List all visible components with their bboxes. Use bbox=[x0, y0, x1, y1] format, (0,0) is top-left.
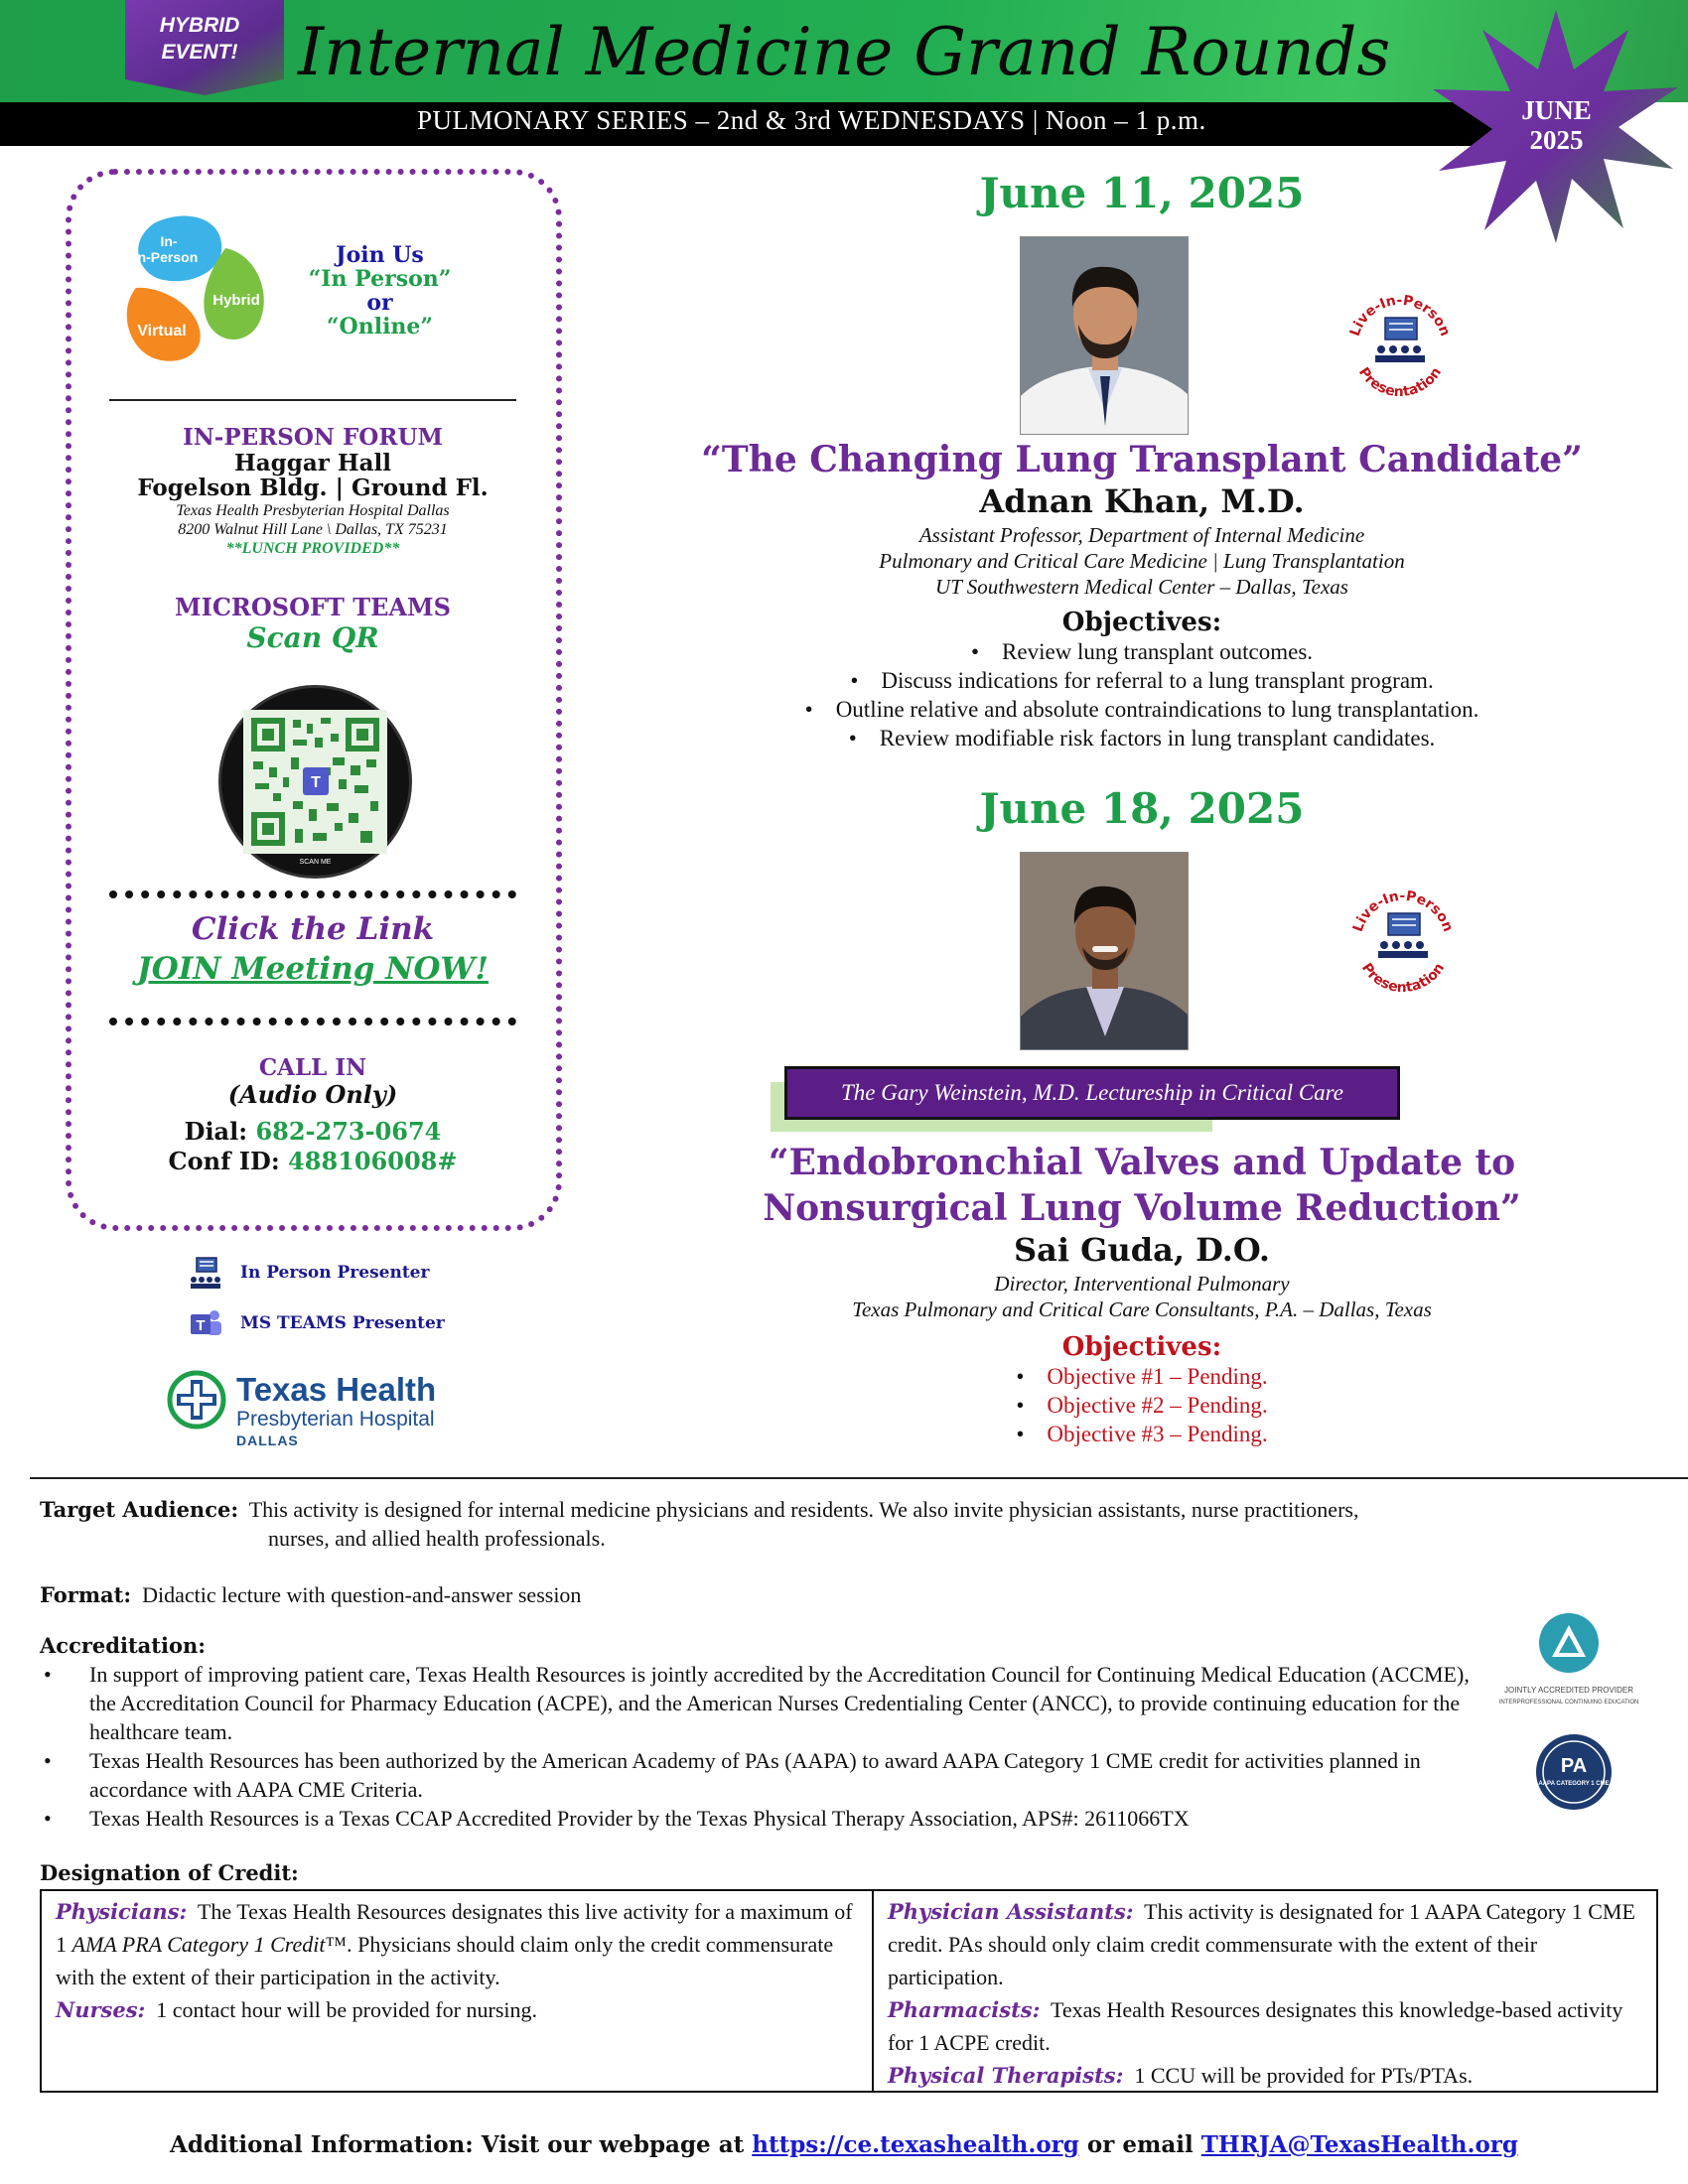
footer: Additional Information: Visit our webpage at https://ce.texashealth.org or email THRJA@TexasHealth.org bbox=[169, 2131, 1519, 2158]
session-2-objectives-heading: Objectives: bbox=[1061, 1332, 1222, 1362]
accreditation-heading: Accreditation: bbox=[40, 1633, 206, 1658]
hybrid-event-label: HYBRID EVENT! bbox=[159, 14, 240, 64]
series-subtitle: PULMONARY SERIES – 2nd & 3rd WEDNESDAYS | Noon – 1 p.m. bbox=[417, 105, 1206, 135]
session-1-title: “The Changing Lung Transplant Candidate” bbox=[701, 439, 1583, 480]
svg-text:Presentation: Presentation bbox=[1354, 364, 1446, 401]
forum-hospital: Texas Health Presbyterian Hospital Dallas bbox=[176, 502, 450, 519]
svg-text:T: T bbox=[196, 1317, 206, 1334]
dial-number[interactable]: 682-273-0674 bbox=[255, 1117, 442, 1146]
click-link-label: Click the Link bbox=[191, 911, 435, 947]
live-in-person-badge-1 bbox=[1336, 278, 1465, 407]
call-in-heading: CALL IN bbox=[258, 1054, 367, 1081]
legend-in-person bbox=[189, 1256, 429, 1290]
jointly-accredited-logo bbox=[1494, 1603, 1643, 1712]
teams-qr-code[interactable] bbox=[218, 685, 412, 879]
list-item: • Texas Health Resources has been authorized by the American Academy of PAs (AAPA) to award AAPA Category 1 CME credit for activities planned in accordance with AAPA CME Criteria. bbox=[40, 1746, 1479, 1804]
credit-table bbox=[40, 1889, 1658, 2093]
session-1-speaker: Adnan Khan, M.D. bbox=[979, 482, 1305, 520]
hybrid-format-logo bbox=[114, 208, 273, 367]
dotted-divider-top bbox=[109, 890, 516, 898]
join-us-text: Join Us “In Person” or “Online” bbox=[308, 242, 452, 340]
presenter-icon bbox=[189, 1256, 222, 1290]
page-title: Internal Medicine Grand Rounds bbox=[298, 14, 1391, 90]
svg-text:Virtual: Virtual bbox=[137, 323, 187, 340]
list-item: • Review modifiable risk factors in lung transplant candidates. bbox=[848, 726, 1436, 751]
legend-label: MS TEAMS Presenter bbox=[240, 1313, 445, 1333]
list-item: • Texas Health Resources is a Texas CCAP Accredited Provider by the Texas Physical Therapy Association, APS#: 2611066TX bbox=[40, 1804, 1479, 1833]
session-2-objectives bbox=[635, 1362, 1648, 1448]
email-link[interactable]: THRJA@TexasHealth.org bbox=[1200, 2131, 1519, 2158]
speaker-1-photo bbox=[1020, 236, 1189, 435]
lunch-note: **LUNCH PROVIDED** bbox=[225, 540, 400, 557]
forum-address: 8200 Walnut Hill Lane \ Dallas, TX 75231 bbox=[178, 521, 448, 538]
session-1-date: June 11, 2025 bbox=[979, 169, 1305, 217]
svg-text:Live-In-Person: Live-In-Person bbox=[1349, 887, 1457, 934]
svg-text:Hybrid: Hybrid bbox=[212, 292, 260, 309]
svg-text:T: T bbox=[311, 774, 321, 791]
list-item: • Review lung transplant outcomes. bbox=[970, 639, 1314, 664]
scan-qr-label: Scan QR bbox=[246, 621, 379, 654]
list-item: • Objective #3 – Pending. bbox=[1016, 1422, 1268, 1446]
aapa-cme-logo bbox=[1534, 1732, 1614, 1812]
credit-right-cell: Physician Assistants: This activity is designated for 1 AAPA Category 1 CME credit. PAs should only claim credit commensurate with the extent of their participation. Pharmacists: Texas Health Resources designates this knowledge-based activity for 1 ACPE credit. Physical Therapists: 1 CCU will be provided for PTs/PTAs. bbox=[887, 1899, 1635, 2088]
org-city: DALLAS bbox=[236, 1433, 299, 1448]
in-person-forum bbox=[99, 425, 526, 558]
session-2-details bbox=[635, 1140, 1648, 1448]
qr-caption: SCAN ME bbox=[299, 859, 332, 866]
audio-only-note: (Audio Only) bbox=[227, 1080, 398, 1109]
month-label: JUNE 2025 bbox=[1521, 95, 1592, 155]
session-1-affiliation: Assistant Professor, Department of Internal Medicine Pulmonary and Critical Care Medicine | Lung Transplantation UT Southwestern Medical Center – Dallas, Texas bbox=[879, 523, 1405, 599]
legend-ms-teams bbox=[189, 1306, 445, 1340]
conf-id-line: Conf ID: 488106008# bbox=[168, 1147, 458, 1175]
call-in-section bbox=[99, 1054, 526, 1176]
join-link-section bbox=[99, 911, 526, 987]
speaker-2-photo bbox=[1020, 852, 1189, 1050]
forum-building: Fogelson Bldg. | Ground Fl. bbox=[137, 475, 489, 501]
texas-health-logo-icon bbox=[167, 1370, 226, 1430]
session-2-affiliation: Director, Interventional Pulmonary Texas Pulmonary and Critical Care Consultants, P.A. – Dallas, Texas bbox=[852, 1272, 1432, 1321]
teams-section bbox=[99, 594, 526, 655]
svg-text:AAPA CATEGORY 1 CME: AAPA CATEGORY 1 CME bbox=[1538, 1781, 1610, 1787]
designation-heading: Designation of Credit: bbox=[40, 1860, 299, 1885]
forum-heading: IN-PERSON FORUM bbox=[183, 424, 443, 451]
format: Format: Didactic lecture with question-and-answer session bbox=[40, 1582, 582, 1607]
divider bbox=[109, 399, 516, 401]
svg-text:JOINTLY ACCREDITED PROVIDER: JOINTLY ACCREDITED PROVIDER bbox=[1504, 1686, 1633, 1695]
conf-id: 488106008# bbox=[288, 1147, 458, 1175]
session-1-details bbox=[635, 437, 1648, 752]
credit-left-cell: Physicians: The Texas Health Resources designates this live activity for a maximum of 1 AMA PRA Category 1 Credit™. Physicians should claim only the credit commensurate with the extent of their participation in the activity. Nurses: 1 contact hour will be provided for nursing. bbox=[42, 1891, 874, 2091]
list-item: • Outline relative and absolute contraindications to lung transplantation. bbox=[804, 697, 1479, 722]
svg-text:In-: In- bbox=[160, 233, 178, 249]
ms-teams-icon bbox=[189, 1306, 222, 1340]
list-item: • In support of improving patient care, Texas Health Resources is jointly accredited by the Accreditation Council for Continuing Medical Education (ACCME), the Accreditation Council for Pharmacy Education (ACPE), and the American Nurses Credentialing Center (ANCC), to provide continuing education for the healthcare team. bbox=[40, 1660, 1479, 1746]
qr-code-icon bbox=[243, 710, 387, 854]
session-2-speaker: Sai Guda, D.O. bbox=[1013, 1231, 1270, 1269]
svg-text:In-Person: In-Person bbox=[133, 249, 199, 265]
session-2-date: June 18, 2025 bbox=[979, 784, 1305, 833]
org-sub: Presbyterian Hospital bbox=[236, 1408, 435, 1431]
svg-text:Presentation: Presentation bbox=[1357, 960, 1449, 997]
section-divider bbox=[30, 1477, 1688, 1479]
target-audience: Target Audience: This activity is designed for internal medicine physicians and residents. We also invite physician assistants, nurse practitioners, nurses, and allied health professionals. bbox=[40, 1497, 1359, 1551]
session-1-objectives-heading: Objectives: bbox=[1061, 608, 1222, 637]
list-item: • Objective #2 – Pending. bbox=[1016, 1393, 1268, 1418]
legend-label: In Person Presenter bbox=[240, 1263, 430, 1283]
session-1-objectives bbox=[635, 637, 1648, 752]
svg-text:PA: PA bbox=[1560, 1755, 1588, 1777]
live-in-person-badge-2 bbox=[1338, 874, 1468, 1003]
session-2-title: “Endobronchial Valves and Update to Nonsurgical Lung Volume Reduction” bbox=[763, 1142, 1521, 1229]
svg-text:INTERPROFESSIONAL CONTINUING E: INTERPROFESSIONAL CONTINUING EDUCATION bbox=[1498, 1700, 1639, 1706]
dotted-divider-bottom bbox=[109, 1018, 516, 1025]
svg-text:Live-In-Person: Live-In-Person bbox=[1346, 292, 1454, 339]
join-meeting-link[interactable]: JOIN Meeting NOW! bbox=[137, 951, 489, 987]
list-item: • Discuss indications for referral to a lung transplant program. bbox=[850, 668, 1434, 693]
org-name: Texas Health bbox=[236, 1371, 437, 1408]
list-item: • Objective #1 – Pending. bbox=[1016, 1364, 1268, 1389]
forum-hall: Haggar Hall bbox=[234, 450, 391, 477]
accreditation-list bbox=[40, 1660, 1479, 1833]
dial-line: Dial: 682-273-0674 bbox=[184, 1117, 442, 1146]
website-link[interactable]: https://ce.texashealth.org bbox=[752, 2131, 1079, 2158]
lectureship-banner: The Gary Weinstein, M.D. Lectureship in Critical Care bbox=[784, 1066, 1400, 1120]
teams-heading: MICROSOFT TEAMS bbox=[175, 593, 451, 621]
